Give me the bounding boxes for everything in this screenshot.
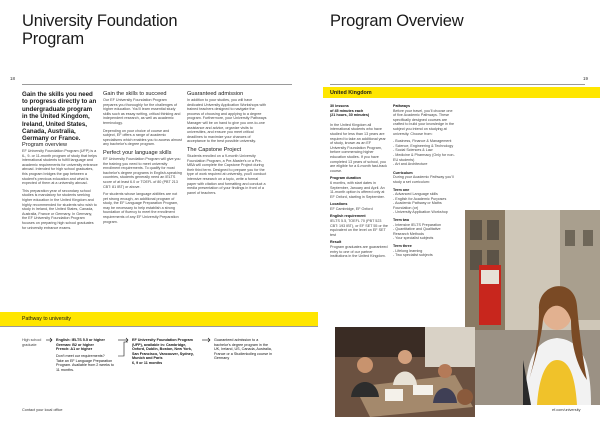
pathway-item: - Art and Architecture bbox=[393, 162, 428, 167]
uk-intro: In the United Kingdom all international students who have studied for less than 13 years are required to take an additional year of study, known as an EF University Foundation Program, before commencing higher education studies. If you have completed 13 years of school, you are eligible for a 6-month fast-track course. bbox=[330, 122, 387, 173]
uk-details-column bbox=[330, 104, 388, 262]
term-two-item: - Intensive IELTS Preparation bbox=[393, 222, 442, 227]
pathway-item: - Social Sciences & Law bbox=[393, 148, 433, 153]
term-three-label: Term three bbox=[393, 244, 412, 249]
student-street-photo bbox=[465, 210, 600, 405]
term-three-item: - Lifelong learning bbox=[393, 248, 423, 253]
pathways-column bbox=[393, 104, 455, 258]
guaranteed-section bbox=[187, 91, 267, 198]
left-page-number: 18 bbox=[10, 76, 16, 81]
term-one-label: Term one bbox=[393, 187, 410, 192]
term-two-item: - Quantitative and Qualitative Research Methods bbox=[393, 227, 441, 236]
program-overview-paragraph: This preparation year of secondary school studies is mandatory for students seeking higher education in the United Kingdom and highly recommended for students who wish to study in Ireland, the United States, Canada, Australia, France or Germany. In Germany, the EF University Foundation Program focuses on preparing high school graduates for university entrance exams. bbox=[22, 188, 97, 230]
term-two-item: - Your specialist subjects bbox=[393, 236, 434, 241]
result-text: Program graduates are guaranteed entry to one of our partner institutions in the United Kingdom. bbox=[330, 245, 388, 259]
pathways-label: Pathways bbox=[393, 104, 411, 108]
pathway-step-1: High school graduate bbox=[22, 338, 42, 347]
right-top-rule bbox=[330, 84, 585, 85]
duration-label: Program duration bbox=[330, 176, 361, 181]
locations-text: EF Cambridge, EF Oxford bbox=[330, 206, 373, 211]
language-paragraph: For students whose language abilities are not yet strong enough, an additional program of study, the EF Language Preparation Program, may be necessary to help establish a strong foundation of fluency to meet the enrollment requirements of any EF University Preparation program. bbox=[103, 192, 179, 224]
arrow-3 bbox=[118, 342, 128, 356]
skills-paragraph: Our EF University Foundation Program prepares you thoroughly for the challenges of higher education. You'll learn essential study skills such as essay writing, critical thinking and independent research, as well as academic terminology. bbox=[103, 98, 181, 125]
capstone-paragraph: Students enrolled on a 9-month University Foundation Program, a Pre-Master's or a Pre-MBA will complete the Capstone Project during their third term. Designed to prepare you for the type of work required at university, you'll conduct intensive research on a topic, write a formal paper with citation and formatting and conduct a media presentation of your findings in front of a panel of teachers. bbox=[187, 153, 267, 195]
term-one-item: - Academic Pathway or Maths Foundation (or) bbox=[393, 201, 442, 210]
left-lead-text: Gain the skills you need to progress directly to an undergraduate program in the United Kingdom, Ireland, United States, Canada, Australia, Germany or France. bbox=[22, 91, 97, 143]
pathway-step-4: EF University Foundation Program (UFP), available in: Cambridge, Oxford, Dublin, Boston, New York, San Francisco, Vancouver, Sydney, Munich and Paris 6, 9 or 11 months bbox=[132, 338, 194, 365]
right-page-number: 19 bbox=[583, 76, 589, 81]
guaranteed-paragraph: In addition to your studies, you will have dedicated University Application Workshops with trained teachers designed to navigate the process of choosing and applying to a degree program. Furthermore, your University Pathways Manager will be on hand to give you one-to-one assistance and advice, organize visits to universities, and ensure you meet critical deadlines to maximize your chances of acceptance to the best possible university. bbox=[187, 98, 267, 144]
english-label: English requirement bbox=[330, 214, 366, 219]
right-page-title: Program Overview bbox=[330, 12, 464, 30]
lessons-info: 30 lessons of 45 minutes each (21 hours, 30 minutes) bbox=[330, 104, 370, 118]
pathway-item: - Science, Engineering & Technology bbox=[393, 143, 454, 148]
classroom-photo bbox=[335, 327, 475, 417]
locations-label: Locations bbox=[330, 202, 348, 207]
pathway-item: - Business, Finance & Management bbox=[393, 139, 452, 144]
language-paragraph: EF University Foundation Program will give you the training you need to meet university enrollment requirements. To qualify for most bachelor's degree programs in English-speaking countries, students generally need an IELTS score of at least 6.0 or TOEFL of 80 (PBT 213 CBT: 81 IBT) or above. bbox=[103, 156, 182, 189]
capstone-heading: The Capstone Project bbox=[187, 146, 242, 153]
pathway-step-2: English: IELTS 5.5 or higher German: B2 or higher French: A1 or higher bbox=[56, 338, 105, 352]
skills-paragraph: Depending on your choice of course and subject, EF offers a range of academic specialisms which enables you to access almost any bachelor's degree program. bbox=[103, 128, 182, 147]
left-top-rule bbox=[22, 84, 292, 85]
term-one-item: - Advanced Language skills bbox=[393, 192, 438, 197]
skills-heading: Gain the skills to succeed bbox=[103, 91, 167, 97]
pathway-rule bbox=[0, 326, 318, 327]
pathway-arrows bbox=[0, 330, 318, 390]
english-text: IELTS 5.5, TOEFL 70 (PBT 523 CBT: 193 IBT), or EF SET 55 or the equivalent on the level on EF SET test bbox=[330, 219, 388, 237]
left-footer: Contact your local office bbox=[22, 408, 63, 412]
pathway-step-3: Don't meet our requirements? Take an EF Language Preparation Program. Available from 2 weeks to 11 months. bbox=[56, 354, 114, 372]
guaranteed-heading: Guaranteed admission bbox=[187, 91, 244, 97]
program-overview-paragraph: EF University Foundation Program (UFP) is a 6-, 9- or 11-month program of study that helps international students to fulfill language and academic requirements for university entrance abroad. Intended for high school graduates, this program bridges the gap between a student's previous education and what is expected of them at a university abroad. bbox=[22, 149, 98, 186]
pathway-item: - Medicine & Pharmacy (Only for non-EU students) bbox=[393, 152, 455, 162]
term-one-item: - University Application Workshop bbox=[393, 210, 448, 215]
term-two-label: Term two bbox=[393, 218, 410, 223]
program-overview-section bbox=[22, 142, 98, 233]
pathway-step-5: Guaranteed admission to a bachelor's degree program in the UK, Ireland, US, Canada, Australia, France or a Studienkolleg course in Germany bbox=[214, 338, 273, 361]
curriculum-intro: During your Academic Pathway you'll study a set curriculum: bbox=[393, 175, 454, 184]
pathways-intro: Before your travel, you'll choose one of five Academic Pathways. These specifically designed courses are crafted to build your knowledge in the subject you intend on studying at university. Choose from: bbox=[393, 108, 455, 136]
result-label: Result bbox=[330, 240, 342, 245]
right-footer: ef.com/university bbox=[552, 408, 581, 412]
left-page-title: University Foundation Program bbox=[22, 12, 178, 48]
term-one-item: - English for Academic Purposes bbox=[393, 196, 447, 201]
skills-section bbox=[103, 91, 182, 227]
duration-text: 6 months, with start dates in September, January and April. An 11-month option is offered only at EF Oxford, starting in September. bbox=[330, 180, 385, 199]
country-heading: United Kingdom bbox=[330, 89, 372, 96]
program-overview-heading: Program overview bbox=[22, 142, 68, 148]
pathway-heading: Pathway to university bbox=[22, 316, 72, 322]
language-heading: Perfect your language skills bbox=[103, 149, 172, 156]
term-three-item: - Two specialist subjects bbox=[393, 253, 433, 258]
curriculum-label: Curriculum bbox=[393, 170, 413, 175]
